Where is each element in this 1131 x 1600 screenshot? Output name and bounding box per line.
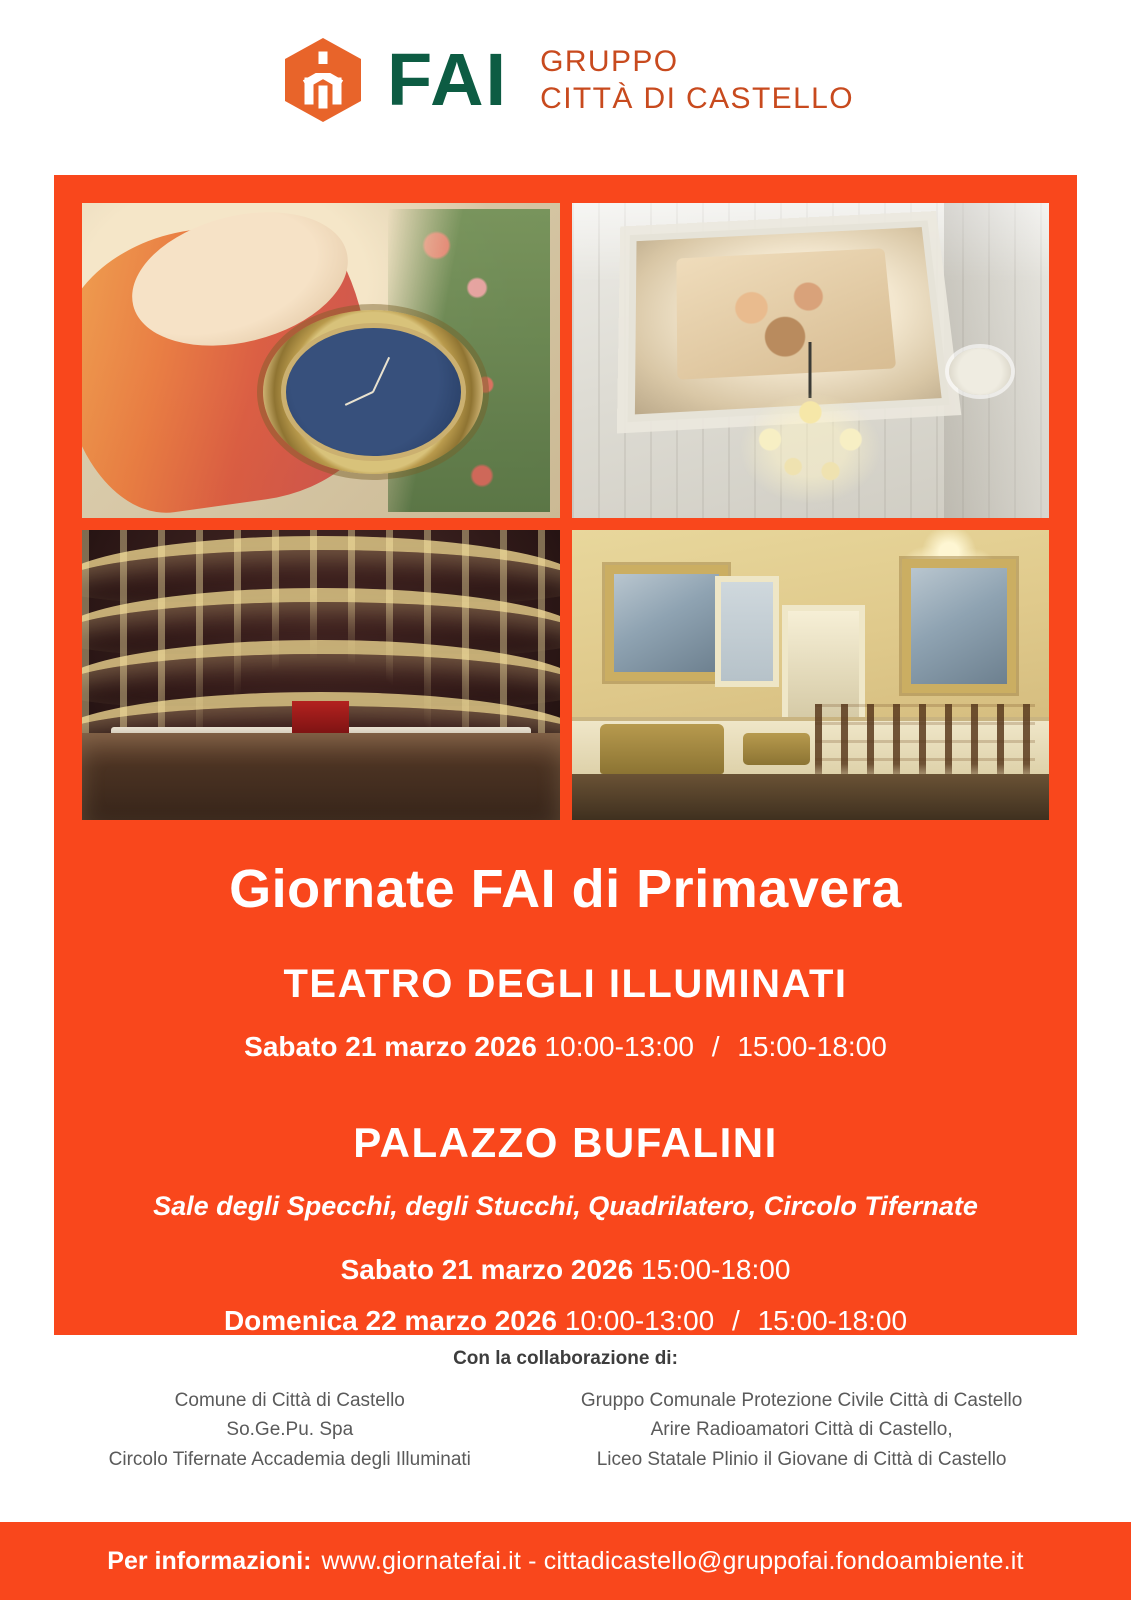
floor-shape [572, 774, 1050, 820]
venue-1-name: TEATRO DEGLI ILLUMINATI [283, 962, 848, 1006]
ceiling-fresco-shape [677, 248, 896, 379]
clock-hand-shape [372, 357, 390, 393]
collaboration-title: Con la collaborazione di: [453, 1348, 678, 1369]
list-item: Arire Radioamatori Città di Castello, [650, 1419, 953, 1441]
clock-hand-shape [345, 391, 374, 406]
venue-2-time-1: 10:00-13:00 [564, 1304, 715, 1336]
poster-panel [54, 175, 1077, 1335]
time-separator: / [732, 1304, 740, 1336]
clock-frame-shape [263, 310, 483, 474]
chandelier-rod-shape [809, 342, 812, 399]
info-footer [0, 1522, 1131, 1600]
clock-face-shape [281, 323, 466, 461]
list-item: Gruppo Comunale Protezione Civile Città di Castello [580, 1390, 1023, 1411]
venue-1-schedule [82, 1029, 1049, 1065]
page-title: Giornate FAI di Primavera [229, 859, 902, 919]
fai-hexagon-logo-icon [277, 34, 369, 126]
sofa-shape [600, 724, 724, 773]
stage-floor-shape [82, 733, 560, 820]
group-name [540, 43, 854, 117]
brand-header [0, 0, 1131, 160]
window-shape [715, 576, 780, 687]
list-item: Liceo Statale Plinio il Giovane di Città di Castello [596, 1448, 1007, 1470]
stucco-ceiling-chandelier-photo [572, 203, 1050, 518]
sofa-shape [743, 733, 810, 765]
venue-2-day: Sabato 21 marzo 2026 [340, 1254, 634, 1286]
venue-2-time-1: 15:00-18:00 [640, 1254, 791, 1286]
group-line-2: CITTÀ DI CASTELLO [540, 82, 854, 115]
chandelier-shape [739, 392, 882, 505]
list-item: Circolo Tifernate Accademia degli Illuminati [108, 1448, 471, 1470]
venue-2-rooms: Sale degli Specchi, degli Stucchi, Quadrilatero, Circolo Tifernate [153, 1191, 978, 1222]
photo-gallery [82, 203, 1049, 820]
info-contacts[interactable]: www.giornatefai.it - cittadicastello@gruppofai.fondoambiente.it [321, 1546, 1024, 1575]
sala-degli-specchi-photo [572, 530, 1050, 820]
collaboration-list-right [581, 1386, 1022, 1474]
chairs-row-shape [815, 704, 1035, 779]
group-line-1: GRUPPO [540, 44, 679, 78]
fresco-ceiling-with-clock-photo [82, 203, 560, 518]
venue-1-time-afternoon: 15:00-18:00 [737, 1031, 887, 1062]
mirror-shape [605, 565, 728, 682]
venue-2-schedule-row [82, 1252, 1049, 1288]
collaboration-section [54, 1348, 1077, 1474]
list-item: Comune di Città di Castello [174, 1390, 405, 1411]
venue-1-time-morning: 10:00-13:00 [544, 1031, 695, 1062]
stucco-medallion-shape [949, 348, 1011, 395]
venue-2-schedule-row [82, 1303, 1049, 1339]
fai-wordmark: FAI [387, 38, 509, 121]
collaboration-list-left [109, 1386, 471, 1474]
time-separator: / [711, 1031, 720, 1062]
venue-2-time-2: 15:00-18:00 [757, 1304, 908, 1336]
theatre-auditorium-photo [82, 530, 560, 820]
venue-1-day: Sabato 21 marzo 2026 [244, 1031, 537, 1062]
event-text-block [82, 820, 1049, 1339]
venue-2-day: Domenica 22 marzo 2026 [223, 1304, 557, 1336]
info-label: Per informazioni: [107, 1546, 312, 1575]
venue-2-name: PALAZZO BUFALINI [353, 1119, 778, 1167]
list-item: So.Ge.Pu. Spa [226, 1419, 354, 1441]
mirror-shape [902, 559, 1016, 693]
red-curtain-shape [292, 701, 349, 736]
